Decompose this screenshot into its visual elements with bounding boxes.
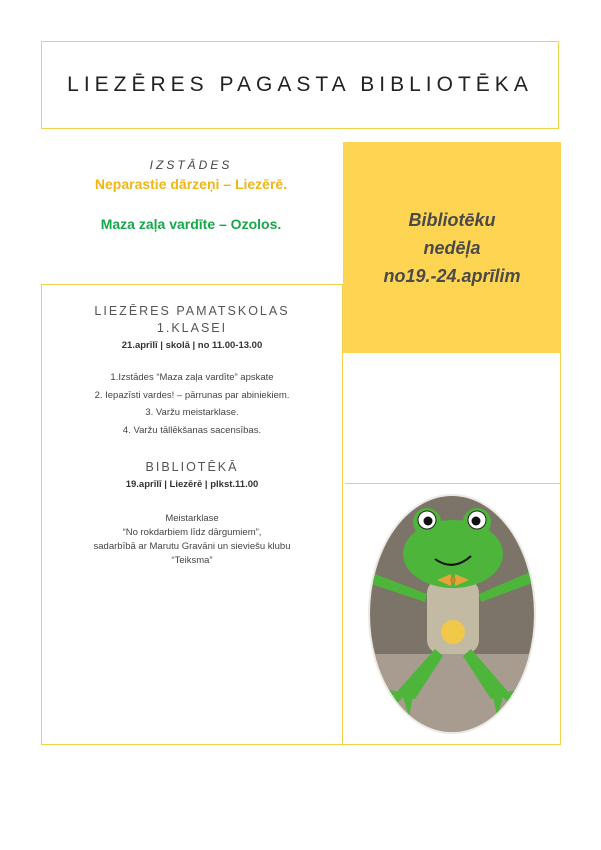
library-meta: 19.aprīlī | Liezērē | plkst.11.00 <box>125 479 259 490</box>
list-item: 4. Varžu tāllēkšanas sacensības. <box>122 424 262 436</box>
library-title: BIBLIOTĒKĀ <box>145 460 239 474</box>
exhibitions-heading: IZSTĀDES <box>149 158 233 172</box>
page-title: LIEZĒRES PAGASTA BIBLIOTĒKA <box>67 73 533 96</box>
list-item: 2. Iepazīsti vardes! – pārrunas par abiniekiem. <box>94 389 290 401</box>
list-item: 1.Izstādes “Maza zaļa vardīte” apskate <box>110 372 274 383</box>
week-line-3: no19.-24.aprīlim <box>383 265 521 286</box>
school-program-list <box>42 369 342 439</box>
list-item: 3. Varžu meistarklase. <box>145 407 239 418</box>
desc-line: sadarbībā ar Marutu Gravāni un sieviešu klubu <box>93 541 291 552</box>
program-box <box>41 284 343 745</box>
school-title-line-1: LIEZĒRES PAMATSKOLAS <box>94 304 290 318</box>
desc-line: “Teiksma” <box>171 555 213 566</box>
title-box <box>41 41 559 129</box>
week-line-2: nedēļa <box>423 237 481 258</box>
frog-photo <box>345 483 560 743</box>
frog-image <box>345 484 560 742</box>
desc-line: “No rokdarbiem līdz dārgumiem”, <box>122 527 262 538</box>
week-line-1: Bibliotēku <box>408 209 496 230</box>
exhibitions-section <box>41 158 341 232</box>
library-week-box <box>343 142 561 353</box>
school-title-line-2: 1.KLASEI <box>156 321 228 335</box>
exhibition-item-1: Neparastie dārzeņi – Liezērē. <box>94 176 288 192</box>
school-meta: 21.aprīlī | skolā | no 11.00-13.00 <box>121 340 263 351</box>
desc-line: Meistarklase <box>165 513 219 524</box>
exhibition-item-2: Maza zaļa vardīte – Ozolos. <box>100 216 282 232</box>
library-description <box>42 512 342 568</box>
